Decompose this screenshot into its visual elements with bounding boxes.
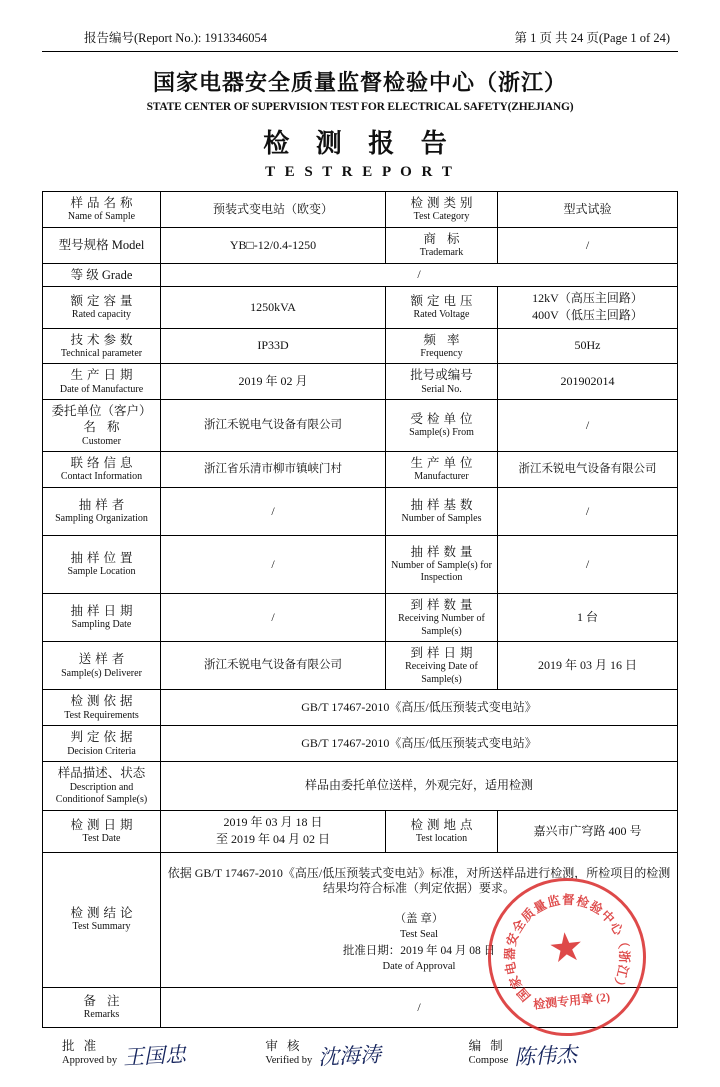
header-divider (42, 51, 678, 52)
value-rated-capacity: 1250kVA (161, 286, 386, 328)
value-model: YB□-12/0.4-1250 (161, 227, 386, 263)
value-test-location: 嘉兴市广穹路 400 号 (498, 810, 678, 852)
label-test-location: 检测地点 Test location (386, 810, 498, 852)
approved-label-en: Approved by (62, 1054, 118, 1066)
seal-bottom-text: 检测专用章 (2) (532, 989, 611, 1012)
table-row (43, 852, 678, 987)
report-title-cn: 检 测 报 告 (263, 129, 457, 158)
label-rated-capacity: 额定容量 Rated capacity (43, 286, 161, 328)
verified-signature: 沈海涛 (317, 1041, 382, 1070)
label-manufacturer: 生产单位 Manufacturer (386, 452, 498, 488)
value-serial-no: 201902014 (498, 364, 678, 400)
report-title-en: T E S T R E P O R T (265, 164, 455, 180)
report-number: 报告编号(Report No.): 1913346054 (84, 31, 267, 45)
value-decision-criteria: GB/T 17467-2010《高压/低压预装式变电站》 (161, 726, 678, 762)
label-trademark: 商 标 Trademark (386, 227, 498, 263)
value-test-requirements: GB/T 17467-2010《高压/低压预装式变电站》 (161, 690, 678, 726)
table-row (43, 762, 678, 810)
value-frequency: 50Hz (498, 328, 678, 364)
table-row (43, 400, 678, 452)
approval-date-cn: 批准日期：2019 年 04 月 08 日 (342, 944, 496, 957)
label-number-of-samples: 抽样基数 Number of Samples (386, 487, 498, 535)
value-customer: 浙江禾锐电气设备有限公司 (161, 400, 386, 452)
table-row (43, 987, 678, 1027)
label-samples-from: 受检单位 Sample(s) From (386, 400, 498, 452)
label-grade: 等 级 Grade (43, 263, 161, 286)
label-sample-name: 样品名称 Name of Sample (43, 192, 161, 228)
report-table (42, 191, 678, 1028)
value-test-date: 2019 年 03 月 18 日 至 2019 年 04 月 02 日 (161, 810, 386, 852)
value-test-summary (161, 852, 678, 987)
table-row (43, 642, 678, 690)
value-number-for-inspection: / (498, 535, 678, 593)
value-remarks: / (161, 987, 678, 1027)
page-header (42, 28, 678, 46)
composed-signature: 陈伟杰 (513, 1041, 578, 1070)
value-manufacturer: 浙江禾锐电气设备有限公司 (498, 452, 678, 488)
label-remarks: 备 注 Remarks (43, 987, 161, 1027)
value-grade: / (161, 263, 678, 286)
value-sample-location: / (161, 535, 386, 593)
label-customer: 委托单位（客户） 名 称 Customer (43, 400, 161, 452)
label-frequency: 频 率 Frequency (386, 328, 498, 364)
star-icon: ★ (545, 923, 587, 972)
verified-label-cn: 审 核 (265, 1038, 303, 1053)
value-contact-information: 浙江省乐清市柳市镇峡门村 (161, 452, 386, 488)
center-name-en: STATE CENTER OF SUPERVISION TEST FOR ELECTRICAL SAFETY(ZHEJIANG) (146, 101, 574, 113)
label-sampling-date: 抽样日期 Sampling Date (43, 593, 161, 641)
label-model: 型号规格 Model (43, 227, 161, 263)
label-serial-no: 批号或编号 Serial No. (386, 364, 498, 400)
table-row (43, 192, 678, 228)
table-row (43, 263, 678, 286)
label-test-date: 检测日期 Test Date (43, 810, 161, 852)
value-trademark: / (498, 227, 678, 263)
signature-verified (265, 1038, 468, 1070)
label-receiving-number: 到样数量 Receiving Number of Sample(s) (386, 593, 498, 641)
value-date-of-manufacture: 2019 年 02 月 (161, 364, 386, 400)
conclusion-text: 依据 GB/T 17467-2010《高压/低压预装式变电站》标准，对所送样品进行检测，所检项目的检测结果均符合标准（判定依据）要求。 (167, 866, 671, 896)
table-row (43, 487, 678, 535)
label-contact-information: 联络信息 Contact Information (43, 452, 161, 488)
approved-signature: 王国忠 (122, 1041, 187, 1070)
page-number: 第 1 页 共 24 页(Page 1 of 24) (514, 31, 670, 45)
value-receiving-number: 1 台 (498, 593, 678, 641)
table-row (43, 286, 678, 328)
label-date-of-manufacture: 生产日期 Date of Manufacture (43, 364, 161, 400)
label-test-category: 检测类别 Test Category (386, 192, 498, 228)
signature-approved (62, 1038, 265, 1070)
value-technical-parameter: IP33D (161, 328, 386, 364)
label-receiving-date: 到样日期 Receiving Date of Sample(s) (386, 642, 498, 690)
table-row (43, 452, 678, 488)
value-rated-voltage: 12kV（高压主回路） 400V（低压主回路） (498, 286, 678, 328)
label-deliverer: 送样者 Sample(s) Deliverer (43, 642, 161, 690)
value-sampling-date: / (161, 593, 386, 641)
value-number-of-samples: / (498, 487, 678, 535)
value-sampling-organization: / (161, 487, 386, 535)
table-row (43, 810, 678, 852)
table-row (43, 328, 678, 364)
label-test-summary: 检测结论 Test Summary (43, 852, 161, 987)
label-sampling-organization: 抽样者 Sampling Organization (43, 487, 161, 535)
label-technical-parameter: 技术参数 Technical parameter (43, 328, 161, 364)
label-number-for-inspection: 抽样数量 Number of Sample(s) for Inspection (386, 535, 498, 593)
label-sample-location: 抽样位置 Sample Location (43, 535, 161, 593)
seal-label-cn: （盖 章） (394, 913, 444, 926)
value-sample-name: 预装式变电站（欧变） (161, 192, 386, 228)
composed-label-en: Compose (468, 1054, 509, 1066)
value-test-category: 型式试验 (498, 192, 678, 228)
value-receiving-date: 2019 年 03 月 16 日 (498, 642, 678, 690)
approval-date-en: Date of Approval (382, 960, 456, 972)
table-row (43, 593, 678, 641)
table-row (43, 364, 678, 400)
value-description: 样品由委托单位送样，外观完好，适用检测 (161, 762, 678, 810)
signature-row (42, 1038, 678, 1070)
table-row (43, 227, 678, 263)
center-name-cn: 国家电器安全质量监督检验中心（浙江） (152, 70, 567, 95)
seal-approval-block (165, 910, 673, 973)
composed-label-cn: 编 制 (468, 1038, 506, 1053)
table-row (43, 535, 678, 593)
approved-label-cn: 批 准 (62, 1038, 100, 1053)
table-row (43, 726, 678, 762)
signature-composed (469, 1038, 672, 1070)
label-rated-voltage: 额定电压 Rated Voltage (386, 286, 498, 328)
seal-ring-text: 国 家 电 器 安 全 质 量 监 督 检 验 中 心 （ 浙 江 ） (502, 892, 632, 1004)
verified-label-en: Verified by (265, 1054, 313, 1066)
label-decision-criteria: 判定依据 Decision Criteria (43, 726, 161, 762)
label-test-requirements: 检测依据 Test Requirements (43, 690, 161, 726)
value-samples-from: / (498, 400, 678, 452)
label-description: 样品描述、状态 Description and Conditionof Sample(s) (43, 762, 161, 810)
value-deliverer: 浙江禾锐电气设备有限公司 (161, 642, 386, 690)
seal-label-en: Test Seal (399, 929, 439, 941)
table-row (43, 690, 678, 726)
